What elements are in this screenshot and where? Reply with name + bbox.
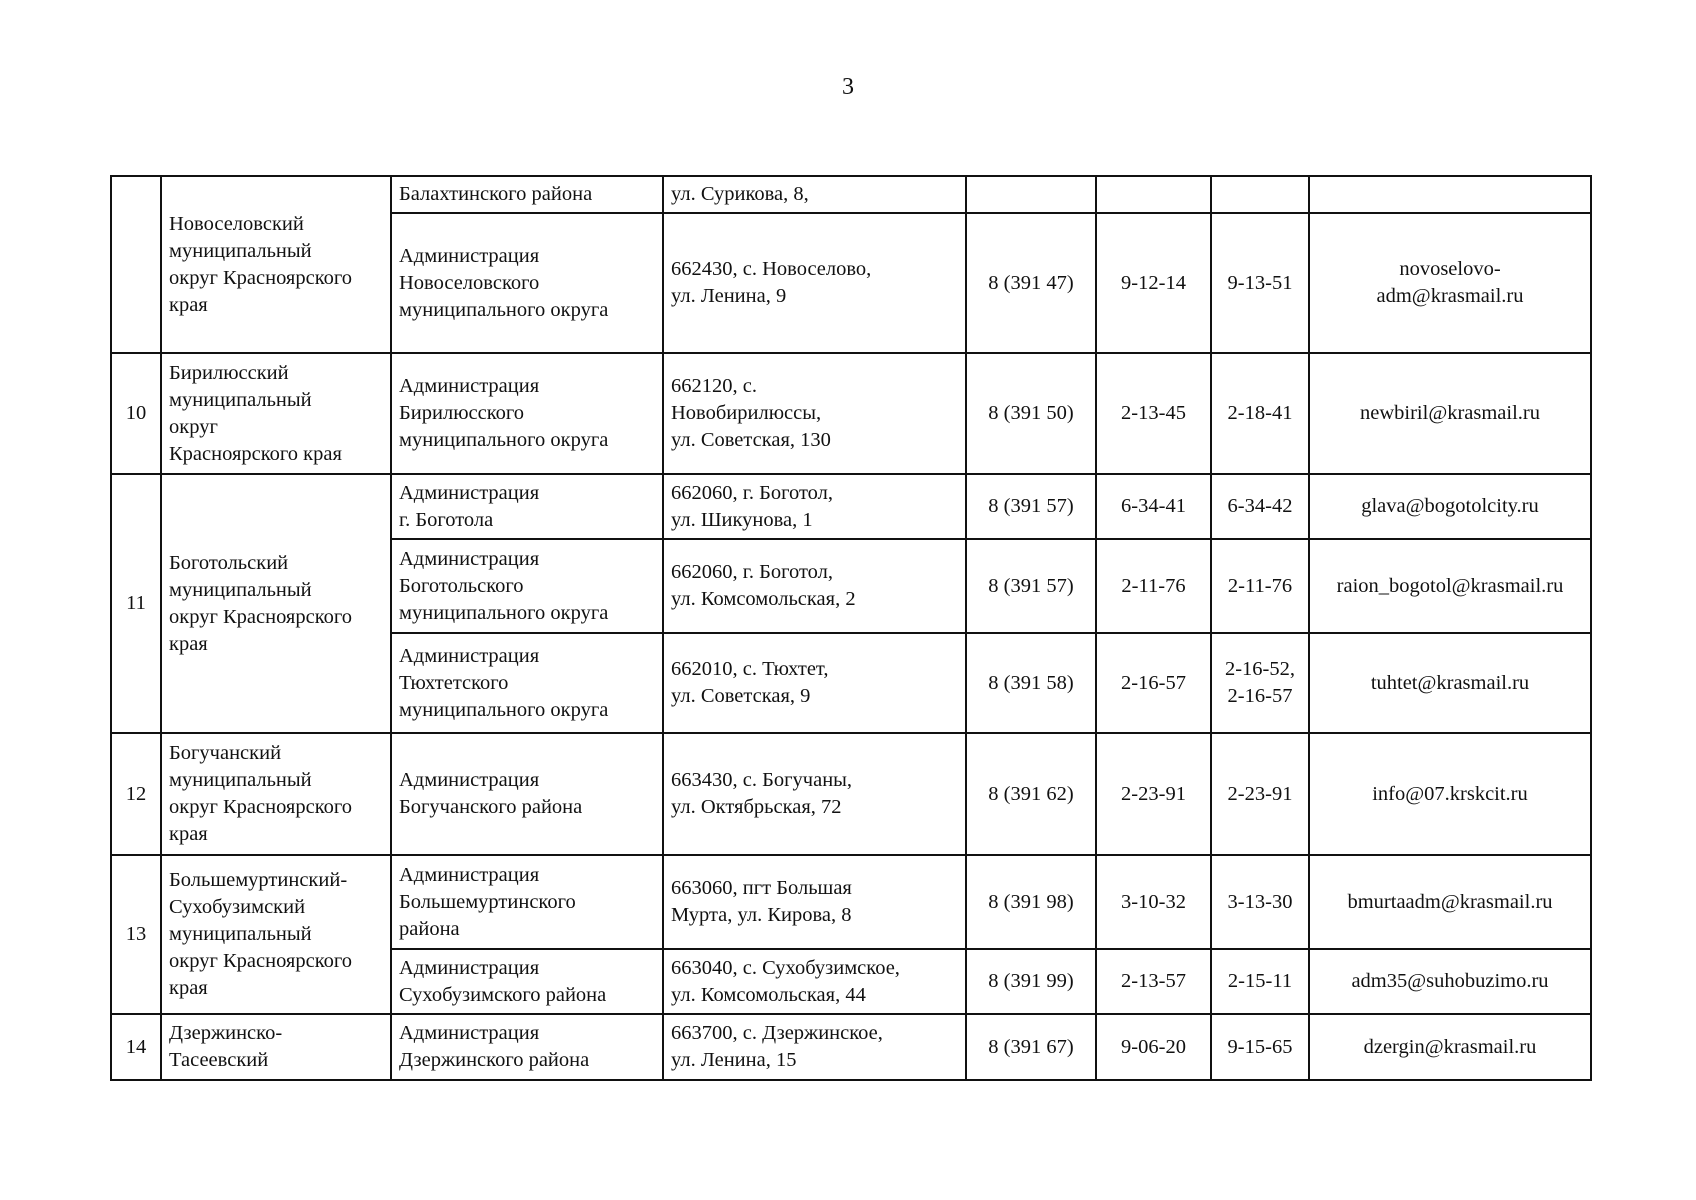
email-cell: newbiril@krasmail.ru (1309, 353, 1591, 474)
organization-cell: Администрация Боготольского муниципального округа (391, 539, 663, 633)
table-row (111, 855, 1591, 949)
email-cell: novoselovo- adm@krasmail.ru (1309, 213, 1591, 353)
organization-cell: Администрация Бирилюсского муниципального округа (391, 353, 663, 474)
organization-cell: Администрация Сухобузимского района (391, 949, 663, 1014)
table-row (111, 733, 1591, 855)
row-number: 12 (111, 733, 161, 855)
district-cell: Богучанский муниципальный округ Красноярского края (161, 733, 391, 855)
phone-code-cell: 8 (391 58) (966, 633, 1096, 733)
phone-code-cell: 8 (391 57) (966, 539, 1096, 633)
email-cell: adm35@suhobuzimo.ru (1309, 949, 1591, 1014)
fax-cell: 2-15-11 (1211, 949, 1309, 1014)
organization-cell: Администрация Большемуртинского района (391, 855, 663, 949)
phone-cell: 3-10-32 (1096, 855, 1211, 949)
fax-cell: 9-13-51 (1211, 213, 1309, 353)
email-cell (1309, 176, 1591, 213)
organization-cell: Администрация Тюхтетского муниципального округа (391, 633, 663, 733)
fax-cell: 2-23-91 (1211, 733, 1309, 855)
district-cell: Боготольский муниципальный округ Красноярского края (161, 474, 391, 733)
fax-cell (1211, 176, 1309, 213)
address-cell: 662120, с. Новобирилюссы, ул. Советская, 130 (663, 353, 966, 474)
fax-cell: 6-34-42 (1211, 474, 1309, 539)
address-cell: 663040, с. Сухобузимское, ул. Комсомольская, 44 (663, 949, 966, 1014)
phone-code-cell: 8 (391 62) (966, 733, 1096, 855)
address-cell: 662010, с. Тюхтет, ул. Советская, 9 (663, 633, 966, 733)
phone-cell: 6-34-41 (1096, 474, 1211, 539)
phone-code-cell (966, 176, 1096, 213)
phone-code-cell: 8 (391 50) (966, 353, 1096, 474)
address-cell: 663060, пгт Большая Мурта, ул. Кирова, 8 (663, 855, 966, 949)
contacts-table (110, 175, 1592, 1081)
email-cell: raion_bogotol@krasmail.ru (1309, 539, 1591, 633)
fax-cell: 2-16-52, 2-16-57 (1211, 633, 1309, 733)
organization-cell: Администрация г. Боготола (391, 474, 663, 539)
address-cell: 662430, с. Новоселово, ул. Ленина, 9 (663, 213, 966, 353)
phone-cell: 9-06-20 (1096, 1014, 1211, 1080)
fax-cell: 3-13-30 (1211, 855, 1309, 949)
phone-cell: 2-16-57 (1096, 633, 1211, 733)
email-cell: glava@bogotolcity.ru (1309, 474, 1591, 539)
row-number: 11 (111, 474, 161, 733)
phone-cell: 2-23-91 (1096, 733, 1211, 855)
district-cell: Большемуртинский- Сухобузимский муниципальный округ Красноярского края (161, 855, 391, 1014)
phone-code-cell: 8 (391 98) (966, 855, 1096, 949)
phone-code-cell: 8 (391 57) (966, 474, 1096, 539)
phone-cell: 2-13-57 (1096, 949, 1211, 1014)
phone-cell: 9-12-14 (1096, 213, 1211, 353)
organization-cell: Балахтинского района (391, 176, 663, 213)
phone-code-cell: 8 (391 99) (966, 949, 1096, 1014)
fax-cell: 2-18-41 (1211, 353, 1309, 474)
row-number: 10 (111, 353, 161, 474)
email-cell: tuhtet@krasmail.ru (1309, 633, 1591, 733)
row-number (111, 176, 161, 353)
table-row (111, 353, 1591, 474)
address-cell: 663430, с. Богучаны, ул. Октябрьская, 72 (663, 733, 966, 855)
address-cell: 663700, с. Дзержинское, ул. Ленина, 15 (663, 1014, 966, 1080)
organization-cell: Администрация Дзержинского района (391, 1014, 663, 1080)
row-number: 14 (111, 1014, 161, 1080)
table-row (111, 474, 1591, 539)
address-cell: 662060, г. Боготол, ул. Шикунова, 1 (663, 474, 966, 539)
phone-cell (1096, 176, 1211, 213)
district-cell: Новоселовский муниципальный округ Красноярского края (161, 176, 391, 353)
fax-cell: 9-15-65 (1211, 1014, 1309, 1080)
page-number: 3 (842, 74, 854, 100)
fax-cell: 2-11-76 (1211, 539, 1309, 633)
row-number: 13 (111, 855, 161, 1014)
email-cell: dzergin@krasmail.ru (1309, 1014, 1591, 1080)
district-cell: Бирилюсский муниципальный округ Красноярского края (161, 353, 391, 474)
phone-code-cell: 8 (391 67) (966, 1014, 1096, 1080)
organization-cell: Администрация Богучанского района (391, 733, 663, 855)
phone-cell: 2-11-76 (1096, 539, 1211, 633)
organization-cell: Администрация Новоселовского муниципального округа (391, 213, 663, 353)
email-cell: bmurtaadm@krasmail.ru (1309, 855, 1591, 949)
table-row (111, 1014, 1591, 1080)
district-cell: Дзержинско- Тасеевский (161, 1014, 391, 1080)
email-cell: info@07.krskcit.ru (1309, 733, 1591, 855)
phone-code-cell: 8 (391 47) (966, 213, 1096, 353)
phone-cell: 2-13-45 (1096, 353, 1211, 474)
address-cell: ул. Сурикова, 8, (663, 176, 966, 213)
address-cell: 662060, г. Боготол, ул. Комсомольская, 2 (663, 539, 966, 633)
table-row (111, 176, 1591, 213)
